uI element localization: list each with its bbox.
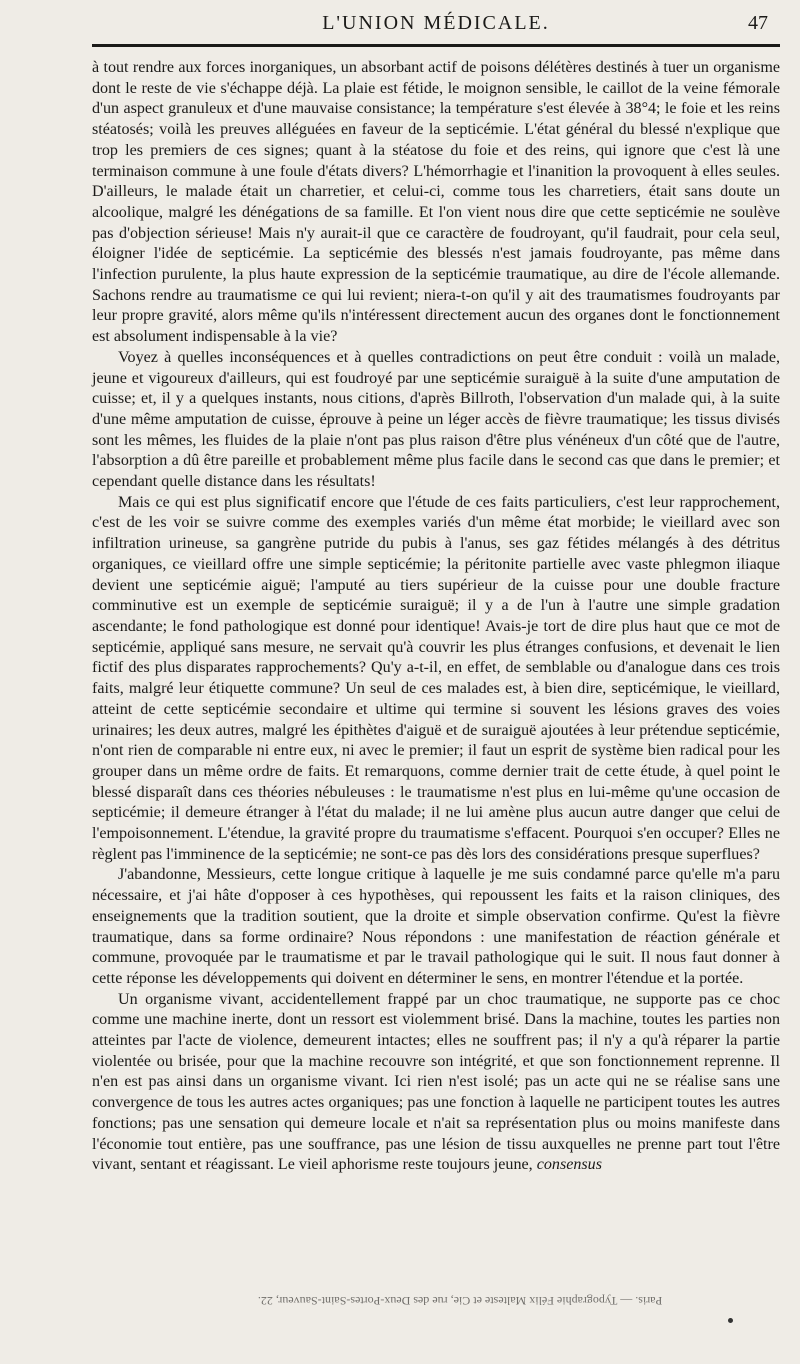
- body-text: [92, 58, 780, 1176]
- paragraph: [92, 348, 780, 493]
- printer-imprint: Paris. — Typographie Félix Malteste et Cie, rue des Deux-Portes-Saint-Sauveur, 22.: [257, 1294, 663, 1308]
- paragraph-text: J'abandonne, Messieurs, cette longue critique à laquelle je me suis condamné parce qu'elle m'a paru nécessaire, et j'ai hâte d'opposer à ces hypothèses, qui repoussent les faits et la raison cliniques, des enseignements que la tradition soutient, que la droite et simple observation confirme. Qu'est la fièvre traumatique, dans sa forme ordinaire? Nous répondons : une manifestation de réaction générale et commune, provoquée par le traumatisme et par le travail pathologique qui le suit. Il nous faut donner à cette réponse les développements qui doivent en déterminer le sens, en montrer l'étendue et la portée.: [92, 866, 780, 987]
- paragraph-text: Voyez à quelles inconséquences et à quelles contradictions on peut être conduit : voilà un malade, jeune et vigoureux d'ailleurs, qui est foudroyé par une septicémie suraiguë à la suite d'une amputation de cuisse; et, il y a quelques instants, nous citions, d'après Billroth, l'observation d'un malade qui, à la suite d'une même amputation de cuisse, éprouve à peine un léger accès de fièvre traumatique; les tissus divisés sont les mêmes, les fluides de la plaie n'ont pas plus raison d'être plus vénéneux d'un côté que de l'autre, l'absorption a dû être pareille et probablement même plus facile dans le second cas que dans le premier; et cependant quelle distance dans les résultats!: [92, 348, 780, 491]
- italic-word: consensus: [536, 1156, 602, 1174]
- running-title: L'UNION MÉDICALE.: [322, 12, 550, 34]
- paragraph-text: Un organisme vivant, accidentellement frappé par un choc traumatique, ne supporte pas ce choc comme une machine inerte, dont un ressort est violemment brisé. Dans la machine, toutes les parties non atteintes par l'acte de violence, demeurent intactes; elles ne souffrent pas; il n'y a qu'à réparer la partie violentée ou brisée, pour que la machine recouvre son intégrité, et que son fonctionnement reprenne. Il n'en est pas ainsi dans un organisme vivant. Ici rien n'est isolé; pas un acte qui ne se réalise sans une convergence de tous les autres actes organiques; pas une fonction à laquelle ne participent toutes les autres fonctions; pas une sensation qui demeure locale et n'ait sa représentation plus ou moins manifeste dans l'économie tout entière, pas une souffrance, pas une lésion de tissu auxquelles ne prenne part tout l'être vivant, sentant et réagissant. Le vieil aphorisme reste toujours jeune,: [92, 990, 780, 1174]
- header-rule: [92, 44, 780, 47]
- paragraph: [92, 990, 780, 1176]
- paragraph: [92, 493, 780, 866]
- paragraph: [92, 865, 780, 989]
- page-number: 47: [748, 12, 768, 34]
- page-header: [92, 12, 780, 42]
- paragraph-text: Mais ce qui est plus significatif encore que l'étude de ces faits particuliers, c'est leur rapprochement, c'est de les voir se suivre comme des exemples variés d'un même état morbide; le vieillard avec son infiltration urineuse, sa gangrène putride du pubis à l'anus, ses gaz fétides mélangés à des détritus organiques, ce vieillard offre une simple septicémie; la péritonite partielle avec vaste phlegmon iliaque devient une septicémie aiguë; l'amputé au tiers supérieur de la cuisse pour une double fracture comminutive est un exemple de septicémie suraiguë; il y a de l'un à l'autre une simple gradation ascendante; le fond pathologique est donné pour identique! Avais-je tort de dire plus haut que ce mot de septicémie, appliqué sans mesure, ne servait qu'à couvrir les plus étranges confusions, et devenait le lien fictif des plus disparates rapprochements? Qu'y a-t-il, en effet, de semblable ou d'analogue dans ces trois faits, malgré leur étiquette commune? Un seul de ces malades est, à bien dire, septicémique, le vieillard, atteint de cette septicémie secondaire et ultime qui termine si souvent les lésions graves des voies urinaires; les deux autres, malgré les épithètes d'aiguë et de suraiguë ajoutées à leur prétendue septicémie, n'ont rien de comparable ni entre eux, ni avec le premier; il faut un esprit de système bien radical pour les grouper dans un même ordre de faits. Et remarquons, comme dernier trait de cette étude, à quel point le blessé disparaît dans ces théories nébuleuses : le traumatisme n'est plus en lui-même qu'une occasion de septicémie; il demeure étranger à l'état du malade; il ne lui amène plus aucun autre danger que celui de l'empoisonnement. L'étendue, la gravité propre du traumatisme s'effacent. Pourquoi s'en occuper? Elles ne règlent pas l'imminence de la septicémie; ne sont-ce pas dès lors des considérations presque superflues?: [92, 493, 780, 863]
- ink-dot: [728, 1318, 733, 1323]
- paragraph: [92, 58, 780, 348]
- paragraph-text: à tout rendre aux forces inorganiques, un absorbant actif de poisons délétères destinés à tuer un organisme dont le reste de vie s'échappe déjà. La plaie est fétide, le moignon sensible, le caillot de la veine fémorale d'un aspect granuleux et d'une mauvaise consistance; la température s'est élevée à 38°4; le foie et les reins stéatosés; voilà les preuves alléguées en faveur de la septicémie. L'état général du blessé n'explique que trop les premiers de ces signes; quant à la stéatose du foie et des reins, qui ignore que c'est là une terminaison commune à une foule d'états divers? L'hémorrhagie et l'inanition la provoquent à elles seules. D'ailleurs, le malade était un charretier, et celui-ci, comme tous les charretiers, était sans doute un alcoolique, malgré les dénégations de sa famille. Et l'on vient nous dire que cette septicémie ne soulève pas d'objection sérieuse! Mais n'y aurait-il que ce caractère de foudroyant, qu'il faudrait, pour cela seul, éloigner l'idée de septicémie. La septicémie des blessés n'est jamais foudroyante, pas même dans l'infection purulente, la plus haute expression de la septicémie traumatique, au dire de l'école allemande. Sachons rendre au traumatisme ce qui lui revient; niera-t-on qu'il y ait des traumatismes foudroyants par leur propre gravité, alors même qu'ils n'intéressent directement aucun des organes dont le fonctionnement est absolument indispensable à la vie?: [92, 59, 780, 346]
